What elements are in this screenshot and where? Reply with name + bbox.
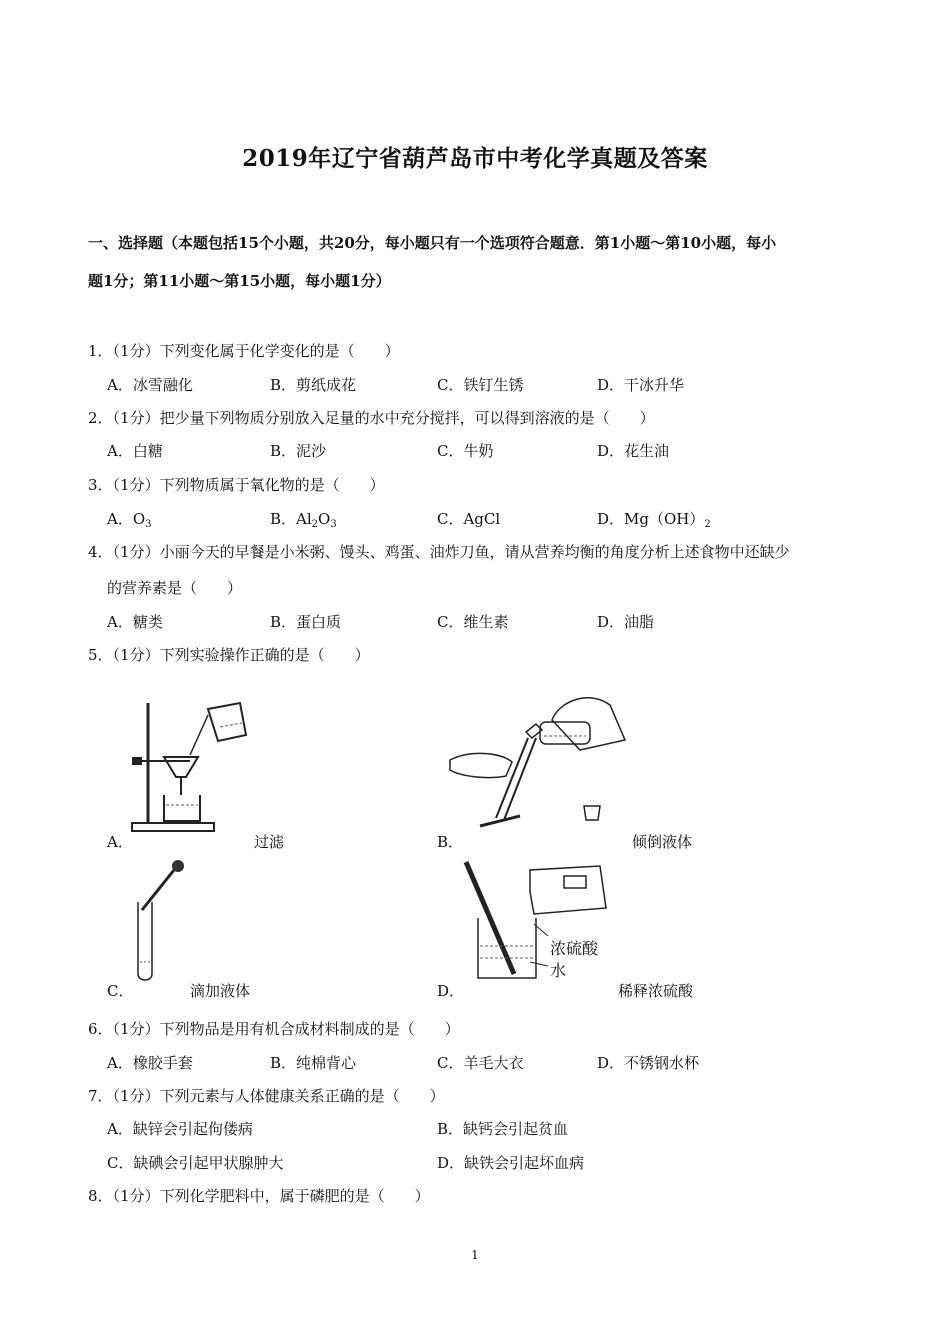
q4-option-a: A．糖类 (107, 613, 163, 631)
section-heading-line2: 题1分；第11小题～第15小题，每小题1分） (88, 272, 391, 290)
section-heading-line1: 一、选择题（本题包括15个小题，共20分，每小题只有一个选项符合题意．第1小题～第10小题，每小 (88, 234, 777, 252)
q2-option-b: B．泥沙 (270, 442, 327, 460)
q1-option-b: B．剪纸成花 (270, 376, 357, 394)
q1-option-d: D．干冰升华 (597, 376, 685, 394)
q3-option-a: A．$O_3$ (107, 510, 152, 530)
pouring-liquid-figure (440, 680, 640, 840)
question-5-stem: 5．（1分）下列实验操作正确的是（ ） (88, 646, 370, 664)
q1-option-a: A．冰雪融化 (107, 376, 193, 394)
page-title: 2019年辽宁省葫芦岛市中考化学真题及答案 (242, 145, 708, 172)
question-4-stem: 4．（1分）小丽今天的早餐是小米粥、馒头、鸡蛋、油炸刀鱼，请从营养均衡的角度分析上述食物中还缺少 (88, 543, 790, 561)
question-6-stem: 6．（1分）下列物品是用有机合成材料制成的是（ ） (88, 1020, 460, 1038)
q3-option-c: C．AgCl (437, 510, 501, 528)
q5-option-d: D． (437, 982, 465, 1000)
question-2-stem: 2．（1分）把少量下列物质分别放入足量的水中充分搅拌，可以得到溶液的是（ ） (88, 409, 655, 427)
q7-option-d: D．缺铁会引起坏血病 (437, 1154, 585, 1172)
q6-option-b: B．纯棉背心 (270, 1054, 357, 1072)
q4-option-b: B．蛋白质 (270, 613, 342, 631)
q3-option-d: D．$Mg(OH)_2$ (597, 510, 711, 530)
q6-option-d: D．不锈钢水杯 (597, 1054, 700, 1072)
question-1-stem: 1．（1分）下列变化属于化学变化的是（ ） (88, 342, 400, 360)
q4-option-d: D．油脂 (597, 613, 655, 631)
diluting-acid-figure (460, 858, 620, 982)
q5-option-c: C． (107, 982, 134, 1000)
q1-option-c: C．铁钉生锈 (437, 376, 524, 394)
q3-option-b: B．$Al_2O_3$ (270, 510, 337, 530)
q4-option-c: C．维生素 (437, 613, 509, 631)
page-number: 1 (471, 1248, 479, 1262)
filtration-figure (128, 695, 258, 835)
q2-option-a: A．白糖 (107, 442, 163, 460)
q7-option-c: C．缺碘会引起甲状腺肿大 (107, 1154, 284, 1172)
q5-caption-b: 倾倒液体 (632, 833, 693, 851)
question-4-stem-cont: 的营养素是（ ） (107, 579, 243, 597)
q2-option-c: C．牛奶 (437, 442, 494, 460)
label-concentrated-sulfuric-acid: 浓硫酸 (550, 939, 599, 958)
q6-option-a: A．橡胶手套 (107, 1054, 193, 1072)
q5-caption-a: 过滤 (254, 833, 285, 851)
q5-caption-d: 稀释浓硫酸 (618, 982, 694, 1000)
label-water: 水 (550, 961, 567, 980)
q2-option-d: D．花生油 (597, 442, 670, 460)
question-8-stem: 8．（1分）下列化学肥料中，属于磷肥的是（ ） (88, 1187, 430, 1205)
q7-option-a: A．缺锌会引起佝偻病 (107, 1120, 253, 1138)
q7-option-b: B．缺钙会引起贫血 (437, 1120, 569, 1138)
question-3-stem: 3．（1分）下列物质属于氧化物的是（ ） (88, 476, 385, 494)
dropping-liquid-figure (130, 858, 190, 982)
question-7-stem: 7．（1分）下列元素与人体健康关系正确的是（ ） (88, 1087, 445, 1105)
q5-option-a: A． (107, 833, 133, 851)
q6-option-c: C．羊毛大衣 (437, 1054, 524, 1072)
q5-option-b: B． (437, 833, 464, 851)
q5-caption-c: 滴加液体 (190, 982, 251, 1000)
